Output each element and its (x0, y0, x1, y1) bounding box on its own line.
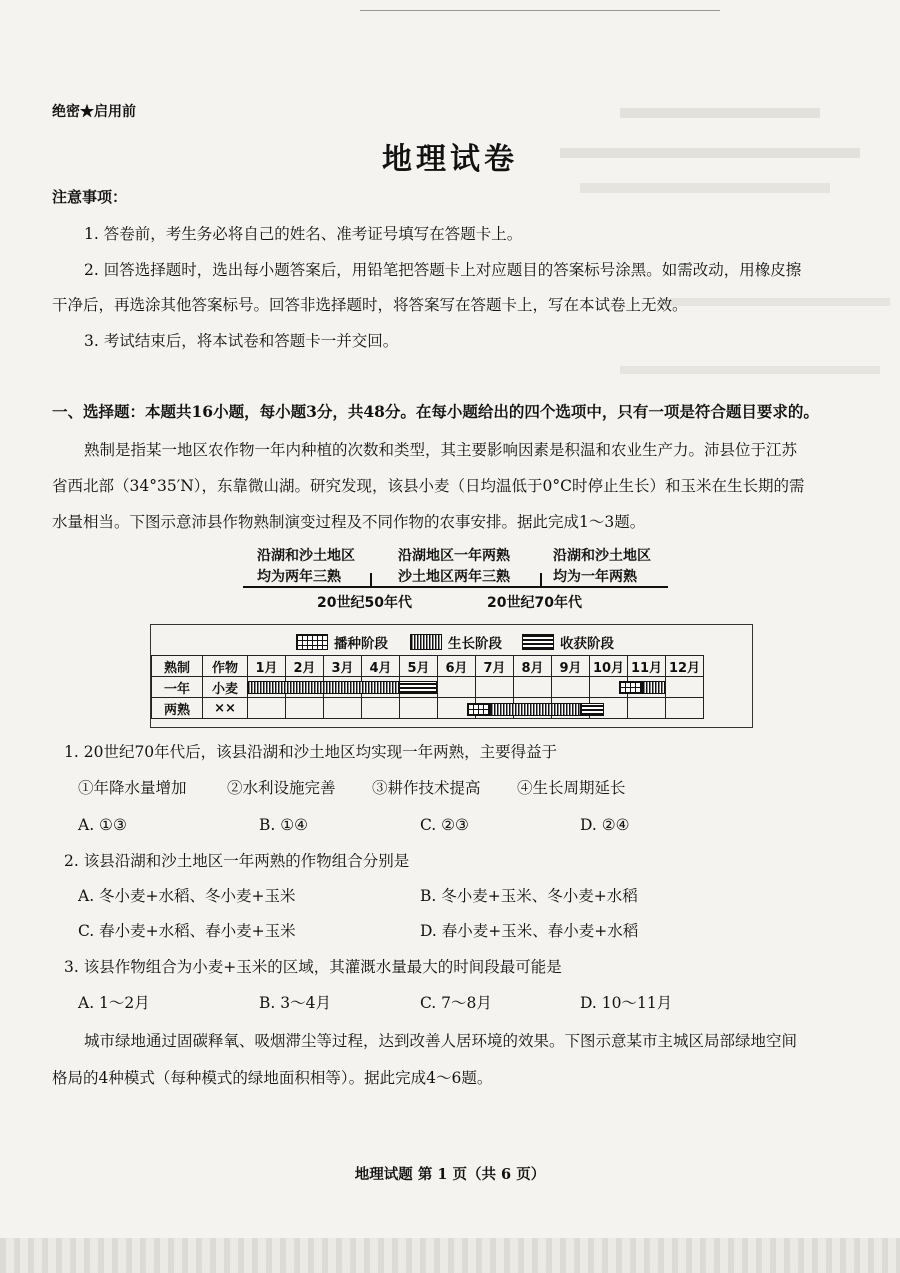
q3-option-a[interactable]: A. 1～2月 (78, 994, 150, 1012)
q3-option-c[interactable]: C. 7～8月 (420, 994, 492, 1012)
q2-option-b[interactable]: B. 冬小麦+玉米、冬小麦+水稻 (420, 887, 638, 905)
q2-stem: 2. 该县沿湖和沙土地区一年两熟的作物组合分别是 (64, 852, 410, 870)
crop-wheat: 小麦 (203, 677, 248, 698)
notice-item-3: 3. 考试结束后，将本试卷和答题卡一并交回。 (84, 332, 399, 350)
q3-stem: 3. 该县作物组合为小麦+玉米的区域，其灌溉水量最大的时间段最可能是 (64, 958, 562, 976)
q2-option-c[interactable]: C. 春小麦+水稻、春小麦+玉米 (78, 922, 296, 940)
era-1970s: 20世纪70年代 (487, 595, 582, 611)
wheat-growing-late-bar (642, 681, 665, 694)
q1-item-1: ①年降水量增加 (78, 779, 187, 797)
xx-sowing-bar (467, 703, 490, 716)
sowing-swatch (296, 634, 328, 650)
passage1-line3: 水量相当。下图示意沛县作物熟制演变过程及不同作物的农事安排。据此完成1～3题。 (52, 513, 646, 531)
month-10: 10月 (590, 656, 628, 677)
q3-option-b[interactable]: B. 3～4月 (259, 994, 331, 1012)
q1-stem: 1. 20世纪70年代后，该县沿湖和沙土地区均实现一年两熟，主要得益于 (64, 743, 558, 761)
passage1-line2: 省西北部（34°35′N），东靠微山湖。研究发现，该县小麦（日均温低于0°C时停止生长）和玉米在生长期的需 (52, 477, 805, 495)
system-line1: 一年 (152, 677, 203, 698)
stage3-line1: 沿湖和沙土地区 (553, 548, 651, 564)
legend-growing (410, 632, 502, 652)
calendar-header-row (152, 656, 704, 677)
stage1-line1: 沿湖和沙土地区 (257, 548, 355, 564)
month-3: 3月 (324, 656, 362, 677)
stage2-line2: 沙土地区两年三熟 (398, 569, 510, 585)
month-1: 1月 (248, 656, 286, 677)
scan-bottom-edge (0, 1238, 900, 1273)
stage2-line1: 沿湖地区一年两熟 (398, 548, 510, 564)
page-number: 地理试题 第 1 页（共 6 页） (354, 1166, 546, 1183)
notice-item-2-line1: 2. 回答选择题时，选出每小题答案后，用铅笔把答题卡上对应题目的答案标号涂黑。如需改动，用橡皮擦 (84, 261, 802, 279)
wheat-growing-bar (247, 681, 399, 694)
notice-item-1: 1. 答卷前，考生务必将自己的姓名、准考证号填写在答题卡上。 (84, 225, 523, 243)
q1-item-2: ②水利设施完善 (227, 779, 336, 797)
system-line2: 两熟 (152, 698, 203, 719)
timeline-tick-1970s (540, 573, 542, 586)
timeline-tick-1950s (370, 573, 372, 586)
q2-option-d[interactable]: D. 春小麦+玉米、春小麦+水稻 (420, 922, 639, 940)
legend-sowing-label: 播种阶段 (334, 636, 388, 652)
month-11: 11月 (628, 656, 666, 677)
calendar-row-xx (152, 698, 704, 719)
month-7: 7月 (476, 656, 514, 677)
section-heading: 一、选择题：本题共16小题，每小题3分，共48分。在每小题给出的四个选项中，只有一项是符合题目要求的。 (52, 402, 819, 421)
q1-option-c[interactable]: C. ②③ (420, 816, 469, 834)
header-system: 熟制 (152, 656, 203, 677)
month-2: 2月 (286, 656, 324, 677)
crop-xx: ×× (203, 698, 248, 719)
passage1-line1: 熟制是指某一地区农作物一年内种植的次数和类型，其主要影响因素是积温和农业生产力。沛县位于江苏 (84, 441, 798, 459)
month-12: 12月 (666, 656, 704, 677)
confidential-label: 绝密★启用前 (52, 104, 136, 120)
legend-harvest-label: 收获阶段 (560, 636, 614, 652)
q1-item-4: ④生长周期延长 (517, 779, 626, 797)
passage2-line1: 城市绿地通过固碳释氧、吸烟滞尘等过程，达到改善人居环境的效果。下图示意某市主城区局部绿地空间 (84, 1032, 798, 1050)
month-6: 6月 (438, 656, 476, 677)
xx-harvest-bar (581, 703, 604, 716)
month-5: 5月 (400, 656, 438, 677)
wheat-harvest-bar (399, 681, 437, 694)
timeline-axis (243, 586, 668, 588)
month-9: 9月 (552, 656, 590, 677)
legend-growing-label: 生长阶段 (448, 636, 502, 652)
xx-growing-bar (490, 703, 581, 716)
q1-option-d[interactable]: D. ②④ (580, 816, 630, 834)
stage1-line2: 均为两年三熟 (257, 569, 341, 585)
month-4: 4月 (362, 656, 400, 677)
q1-option-a[interactable]: A. ①③ (78, 816, 127, 834)
growing-swatch (410, 634, 442, 650)
harvest-swatch (522, 634, 554, 650)
month-8: 8月 (514, 656, 552, 677)
legend-sowing (296, 632, 388, 652)
header-crop: 作物 (203, 656, 248, 677)
scan-edge-line (360, 10, 720, 11)
legend-harvest (522, 632, 614, 652)
passage2-line2: 格局的4种模式（每种模式的绿地面积相等）。据此完成4～6题。 (52, 1069, 493, 1087)
q1-item-3: ③耕作技术提高 (372, 779, 481, 797)
page-title: 地理试卷 (382, 142, 518, 177)
stage3-line2: 均为一年两熟 (553, 569, 637, 585)
wheat-sowing-bar (619, 681, 642, 694)
era-1950s: 20世纪50年代 (317, 595, 412, 611)
notice-item-2-line2: 干净后，再选涂其他答案标号。回答非选择题时，将答案写在答题卡上，写在本试卷上无效。 (52, 296, 688, 314)
q3-option-d[interactable]: D. 10～11月 (580, 994, 673, 1012)
q1-option-b[interactable]: B. ①④ (259, 816, 309, 834)
q2-option-a[interactable]: A. 冬小麦+水稻、冬小麦+玉米 (78, 887, 296, 905)
notice-heading: 注意事项： (52, 188, 128, 206)
